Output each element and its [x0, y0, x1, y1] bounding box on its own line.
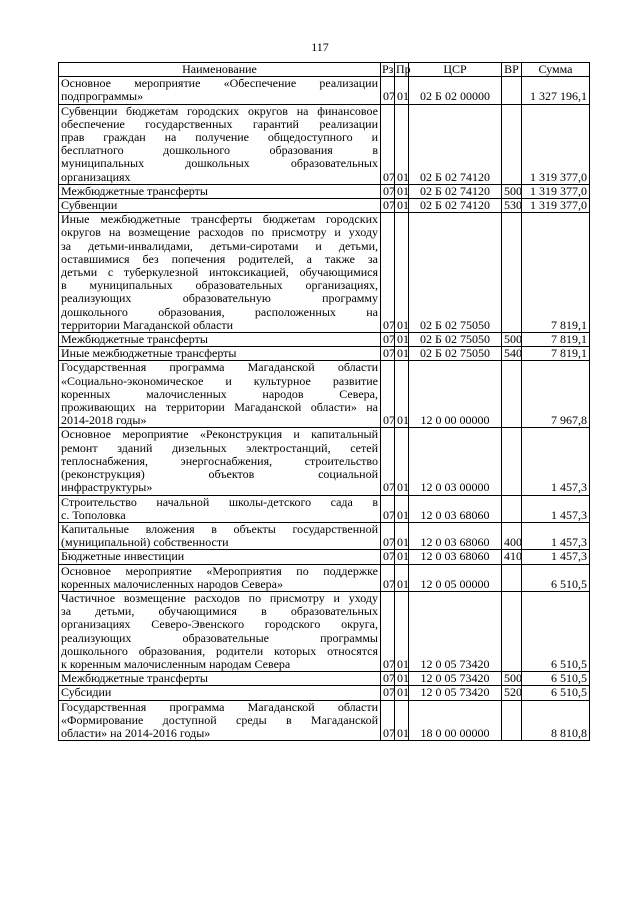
row-name-line: теплоснабжения, энергоснабжения, строительство [61, 453, 378, 468]
row-name-line: дошкольного образования, расположенных на [61, 304, 378, 319]
row-rz: 07 [381, 184, 395, 198]
row-name-line: подпрограммы» [61, 89, 144, 104]
row-csr: 12 0 05 73420 [409, 686, 502, 700]
budget-table [58, 62, 590, 741]
row-csr: 02 Б 02 75050 [409, 333, 502, 347]
row-name-line: (муниципальной) собственности [61, 535, 229, 550]
row-sum: 8 810,8 [522, 700, 590, 741]
row-csr: 12 0 03 68060 [409, 550, 502, 564]
header-pr: Пр [396, 62, 411, 76]
row-rz: 07 [381, 77, 395, 104]
row-name-line: организациях [61, 169, 131, 184]
row-name-line: к коренным малочисленным народам Севера [61, 656, 291, 671]
row-pr: 01 [395, 550, 409, 564]
row-name-line: с. Тополовка [61, 507, 126, 522]
table-row [59, 550, 590, 564]
row-name-line: Субвенции бюджетам городских округов на финансовое [61, 103, 378, 118]
row-csr: 18 0 00 00000 [409, 700, 502, 741]
row-name-line: бесплатного дошкольного образования в [61, 143, 378, 158]
row-vr: 410 [502, 550, 522, 564]
row-name-line: Частичное возмещение расходов по присмотру и уходу [61, 590, 378, 605]
row-name-line: (реконструкция) объектов социальной [61, 467, 378, 482]
row-sum: 7 819,1 [522, 213, 590, 333]
row-sum: 1 319 377,0 [522, 184, 590, 198]
row-pr: 01 [395, 361, 409, 428]
row-name [59, 347, 381, 361]
table-row [59, 495, 590, 522]
row-rz: 07 [381, 700, 395, 741]
row-csr: 12 0 05 00000 [409, 564, 502, 591]
row-vr: 500 [502, 672, 522, 686]
table-row [59, 591, 590, 671]
row-name-line: «Формирование доступной среды в Магаданской [61, 712, 378, 727]
row-csr: 02 Б 02 74120 [409, 184, 502, 198]
row-name [59, 700, 381, 741]
header-name: Наименование [59, 63, 381, 77]
row-rz: 07 [381, 333, 395, 347]
row-name-line: Государственная программа Магаданской области [61, 699, 378, 714]
row-name-line: Основное мероприятие «Мероприятия по поддержке [61, 563, 378, 578]
row-pr: 01 [395, 564, 409, 591]
header-csr: ЦСР [409, 63, 502, 77]
row-pr: 01 [395, 77, 409, 104]
table-row [59, 672, 590, 686]
table-row [59, 428, 590, 495]
row-sum: 1 327 196,1 [522, 77, 590, 104]
row-sum: 6 510,5 [522, 672, 590, 686]
row-name [59, 199, 381, 213]
row-vr [502, 213, 522, 333]
row-name-line: дошкольного образования, родители которых относятся [61, 643, 378, 658]
table-header-row [59, 63, 590, 77]
row-name-line: Бюджетные инвестиции [61, 549, 185, 564]
row-csr: 12 0 03 68060 [409, 522, 502, 549]
row-sum: 1 457,3 [522, 428, 590, 495]
row-name-line: 2014-2018 годы» [61, 413, 147, 428]
table-row [59, 564, 590, 591]
row-pr: 01 [395, 347, 409, 361]
row-name [59, 522, 381, 549]
row-name-line: за детьми-инвалидами, детьми-сиротами и детьми, [61, 238, 378, 253]
row-name-line: за детьми, обучающимися в образовательных [61, 604, 378, 619]
row-name [59, 361, 381, 428]
row-name-line: в муниципальных образовательных организациях, [61, 278, 378, 293]
row-pr: 01 [395, 591, 409, 671]
row-pr: 01 [395, 428, 409, 495]
row-sum: 6 510,5 [522, 564, 590, 591]
row-pr: 01 [395, 184, 409, 198]
row-name-line: Субсидии [61, 685, 112, 700]
row-name-line: прав граждан на получение общедоступного и [61, 130, 378, 145]
row-name-line: Межбюджетные трансферты [61, 332, 208, 347]
row-rz: 07 [381, 199, 395, 213]
row-name-line: Иные межбюджетные трансферты [61, 346, 237, 361]
row-pr: 01 [395, 104, 409, 184]
row-name-line: Государственная программа Магаданской области [61, 360, 378, 375]
row-name-line: области» на 2014-2016 годы» [61, 725, 211, 740]
header-sum: Сумма [522, 63, 590, 77]
row-rz: 07 [381, 564, 395, 591]
row-csr: 12 0 03 00000 [409, 428, 502, 495]
row-rz: 07 [381, 347, 395, 361]
row-name-line: «Социально-экономическое и культурное развитие [61, 373, 378, 388]
row-vr: 530 [502, 199, 522, 213]
row-name-line: коренных малочисленных народов Севера, [61, 386, 378, 401]
row-vr: 540 [502, 347, 522, 361]
row-name-line: округов на возмещение расходов по присмотру и уходу [61, 225, 378, 240]
row-rz: 07 [381, 686, 395, 700]
row-vr [502, 361, 522, 428]
row-rz: 07 [381, 495, 395, 522]
row-csr: 02 Б 02 75050 [409, 347, 502, 361]
row-vr [502, 591, 522, 671]
row-rz: 07 [381, 213, 395, 333]
row-name-line: реализующих образовательные программы [61, 630, 378, 645]
row-pr: 01 [395, 672, 409, 686]
row-sum: 7 819,1 [522, 347, 590, 361]
row-csr: 12 0 05 73420 [409, 591, 502, 671]
row-name-line: Строительство начальной школы-детского сада в [61, 494, 378, 509]
row-name-line: детьми с туберкулезной интоксикацией, обучающимися [61, 265, 378, 280]
row-vr [502, 77, 522, 104]
table-row [59, 361, 590, 428]
header-vr: ВР [502, 63, 522, 77]
row-name [59, 428, 381, 495]
row-name [59, 591, 381, 671]
row-pr: 01 [395, 495, 409, 522]
table-row [59, 199, 590, 213]
row-sum: 1 457,3 [522, 495, 590, 522]
row-rz: 07 [381, 672, 395, 686]
row-csr: 12 0 03 68060 [409, 495, 502, 522]
row-pr: 01 [395, 333, 409, 347]
row-name-line: муниципальных дошкольных образовательных [61, 156, 378, 171]
table-row [59, 104, 590, 184]
row-name [59, 495, 381, 522]
table-row [59, 77, 590, 104]
row-vr [502, 700, 522, 741]
row-rz: 07 [381, 361, 395, 428]
row-name-line: Межбюджетные трансферты [61, 183, 208, 198]
header-rz: Рз [382, 62, 394, 76]
row-name-line: организациях Северо-Эвенского городского округа, [61, 617, 378, 632]
table-row [59, 522, 590, 549]
row-rz: 07 [381, 428, 395, 495]
table-row [59, 184, 590, 198]
row-name [59, 550, 381, 564]
row-name-line: инфраструктуры» [61, 480, 153, 495]
row-name [59, 333, 381, 347]
row-rz: 07 [381, 104, 395, 184]
row-name-line: ремонт зданий дизельных электростанций, сетей [61, 440, 378, 455]
row-pr: 01 [395, 213, 409, 333]
row-pr: 01 [395, 686, 409, 700]
row-name-line: Капитальные вложения в объекты государственной [61, 521, 378, 536]
page-number: 117 [311, 40, 329, 54]
row-sum: 1 457,3 [522, 550, 590, 564]
row-name [59, 77, 381, 104]
row-csr: 02 Б 02 00000 [409, 77, 502, 104]
row-sum: 1 457,3 [522, 522, 590, 549]
row-rz: 07 [381, 522, 395, 549]
row-pr: 01 [395, 522, 409, 549]
row-name-line: оставшимися без попечения родителей, а также за [61, 251, 378, 266]
row-name-line: Субвенции [61, 198, 118, 213]
row-sum: 1 319 377,0 [522, 199, 590, 213]
row-name-line: коренных малочисленных народов Севера» [61, 576, 283, 591]
row-sum: 6 510,5 [522, 686, 590, 700]
row-csr: 02 Б 02 75050 [409, 213, 502, 333]
row-vr: 500 [502, 184, 522, 198]
row-rz: 07 [381, 591, 395, 671]
row-name [59, 213, 381, 333]
row-name-line: Иные межбюджетные трансферты бюджетам городских [61, 212, 378, 227]
table-row [59, 333, 590, 347]
row-pr: 01 [395, 199, 409, 213]
row-csr: 12 0 05 73420 [409, 672, 502, 686]
table-row [59, 700, 590, 741]
row-sum: 7 819,1 [522, 333, 590, 347]
row-vr: 400 [502, 522, 522, 549]
row-name [59, 686, 381, 700]
row-name-line: территории Магаданской области [61, 317, 234, 332]
row-rz: 07 [381, 550, 395, 564]
row-name-line: Межбюджетные трансферты [61, 671, 208, 686]
row-name [59, 184, 381, 198]
row-sum: 7 967,8 [522, 361, 590, 428]
row-name [59, 672, 381, 686]
table-row [59, 347, 590, 361]
row-csr: 12 0 00 00000 [409, 361, 502, 428]
row-vr [502, 564, 522, 591]
row-csr: 02 Б 02 74120 [409, 104, 502, 184]
row-name-line: реализующих образовательную программу [61, 291, 378, 306]
row-csr: 02 Б 02 74120 [409, 199, 502, 213]
row-sum: 1 319 377,0 [522, 104, 590, 184]
table-row [59, 686, 590, 700]
row-name-line: Основное мероприятие «Обеспечение реализации [61, 76, 378, 91]
row-vr [502, 428, 522, 495]
row-pr: 01 [395, 700, 409, 741]
table-row [59, 213, 590, 333]
row-name-line: проживающих на территории Магаданской области» на [61, 400, 378, 415]
row-vr [502, 495, 522, 522]
row-name-line: Основное мероприятие «Реконструкция и капитальный [61, 427, 378, 442]
row-name [59, 104, 381, 184]
row-sum: 6 510,5 [522, 591, 590, 671]
row-vr: 520 [502, 686, 522, 700]
row-vr: 500 [502, 333, 522, 347]
row-name-line: обеспечение государственных гарантий реализации [61, 116, 378, 131]
row-name [59, 564, 381, 591]
row-vr [502, 104, 522, 184]
